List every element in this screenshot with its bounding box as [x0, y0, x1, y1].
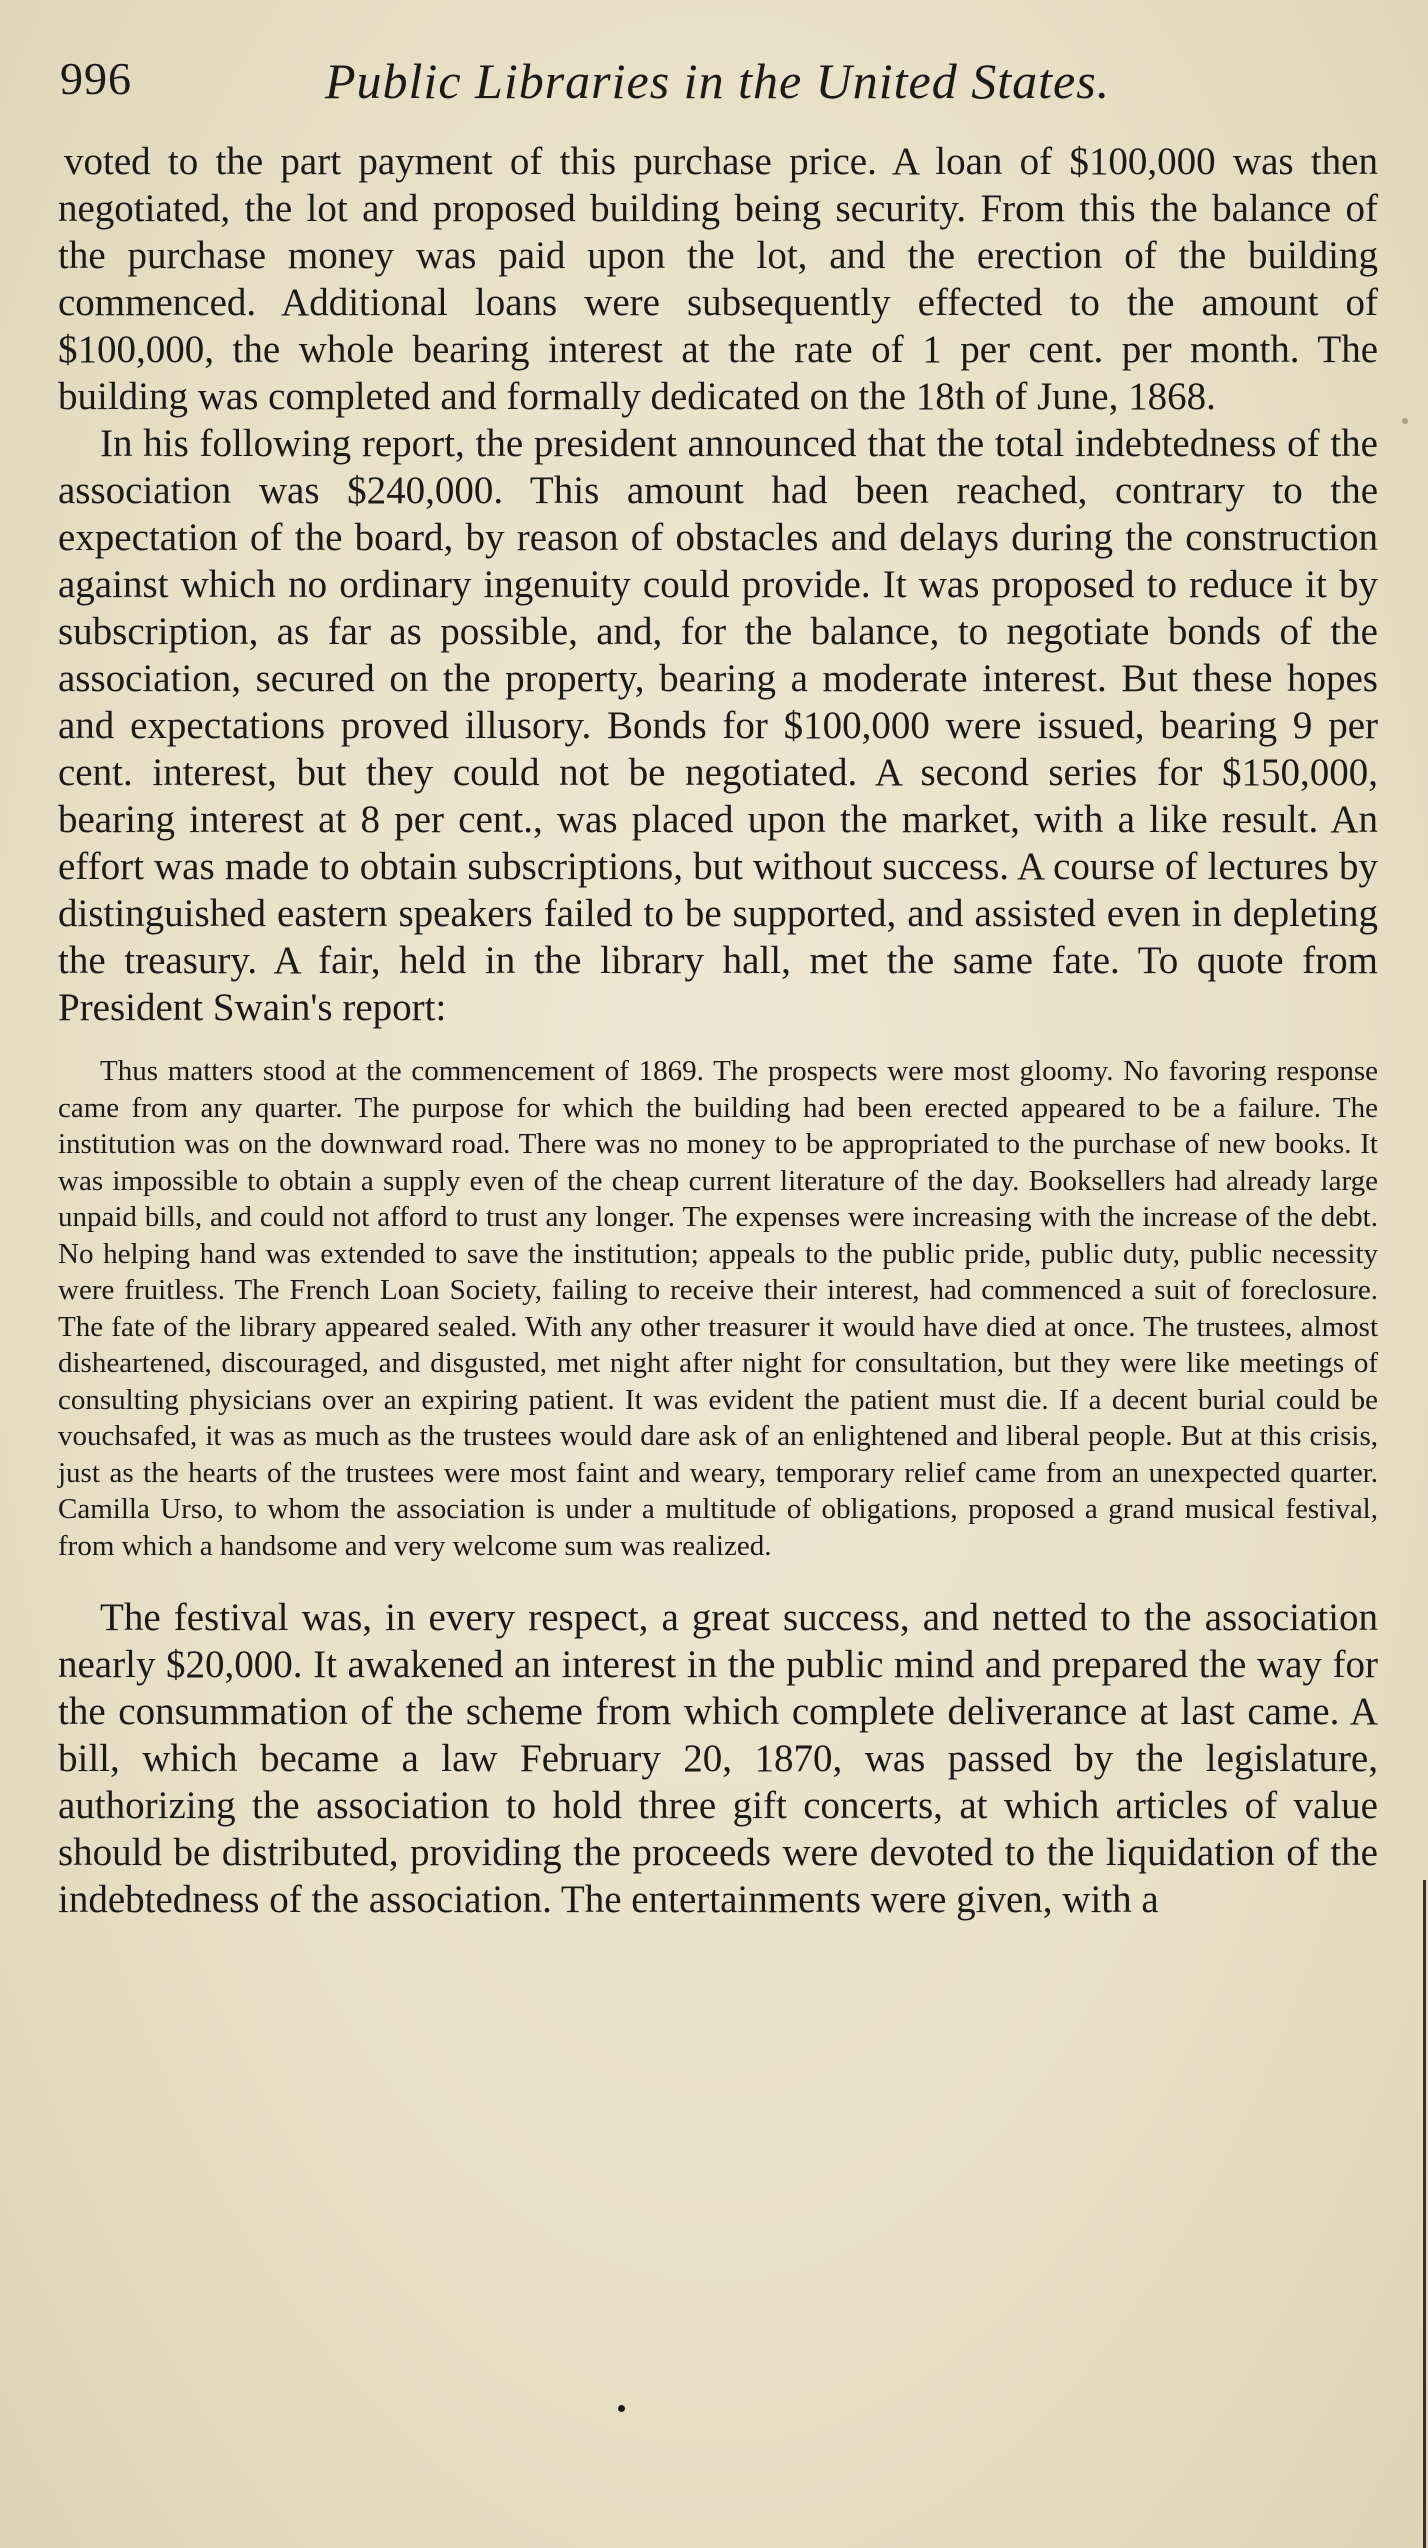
page-edge-line	[1423, 1880, 1426, 2548]
block-quote: Thus matters stood at the commencement of 1869. The prospects were most gloomy. No favoring response came from any quarter. The purpose for which the building had been erected appeared to be a failure. The institution was on the downward road. There was no money to be appropriated to the purchase of new books. It was impossible to obtain a supply even of the cheap current literature of the day. Booksellers had already large unpaid bills, and could not afford to trust any longer. The expenses were increasing with the increase of the debt. No helping hand was extended to save the institution; appeals to the public pride, public duty, public necessity were fruitless. The French Loan Society, failing to receive their interest, had commenced a suit of foreclosure. The fate of the library appeared sealed. With any other treasurer it would have died at once. The trustees, almost disheartened, discouraged, and disgusted, met night after night for consultation, but they were like meetings of consulting physicians over an expiring patient. It was evident the patient must die. If a decent burial could be vouchsafed, it was as much as the trustees would dare ask of an enlightened and liberal people. But at this crisis, just as the hearts of the trustees were most faint and weary, temporary relief came from an unexpected quarter. Camilla Urso, to whom the association is under a multitude of obligations, proposed a grand musical festival, from which a handsome and very welcome sum was realized.	[58, 1055, 1378, 1562]
body-text	[58, 138, 1378, 1923]
paragraph-3: The festival was, in every respect, a great success, and netted to the association nearly $20,000. It awakened an interest in the public mind and prepared the way for the consummation of the scheme from which complete deliverance at last came. A bill, which became a law February 20, 1870, was passed by the legislature, authorizing the association to hold three gift concerts, at which articles of value should be distributed, providing the proceeds were devoted to the liquidation of the indebtedness of the association. The entertainments were given, with a	[58, 1596, 1378, 1921]
printer-mark	[618, 2405, 625, 2412]
running-title: Public Libraries in the United States.	[325, 53, 1111, 109]
paragraph-2: In his following report, the president announced that the total indebtedness of the association was $240,000. This amount had been reached, contrary to the expectation of the board, by reason of obstacles and delays during the construction against which no ordinary ingenuity could provide. It was proposed to reduce it by subscription, as far as possible, and, for the balance, to negotiate bonds of the association, secured on the property, bearing a moderate interest. But these hopes and expectations proved illusory. Bonds for $100,000 were issued, bearing 9 per cent. interest, but they could not be negotiated. A second series for $150,000, bearing interest at 8 per cent., was placed upon the market, with a like result. An effort was made to obtain subscriptions, but without success. A course of lectures by distinguished eastern speakers failed to be supported, and assisted even in depleting the treasury. A fair, held in the library hall, met the same fate. To quote from President Swain's report:	[58, 422, 1378, 1029]
margin-speck	[1402, 418, 1408, 424]
paragraph-1: voted to the part payment of this purchase price. A loan of $100,000 was then negotiated, the lot and proposed building being security. From this the balance of the purchase money was paid upon the lot, and the erection of the building commenced. Additional loans were subsequently effected to the amount of $100,000, the whole bearing interest at the rate of 1 per cent. per month. The building was completed and formally dedicated on the 18th of June, 1868.	[58, 140, 1378, 418]
page-header	[60, 52, 1390, 122]
page-number: 996	[60, 53, 132, 104]
